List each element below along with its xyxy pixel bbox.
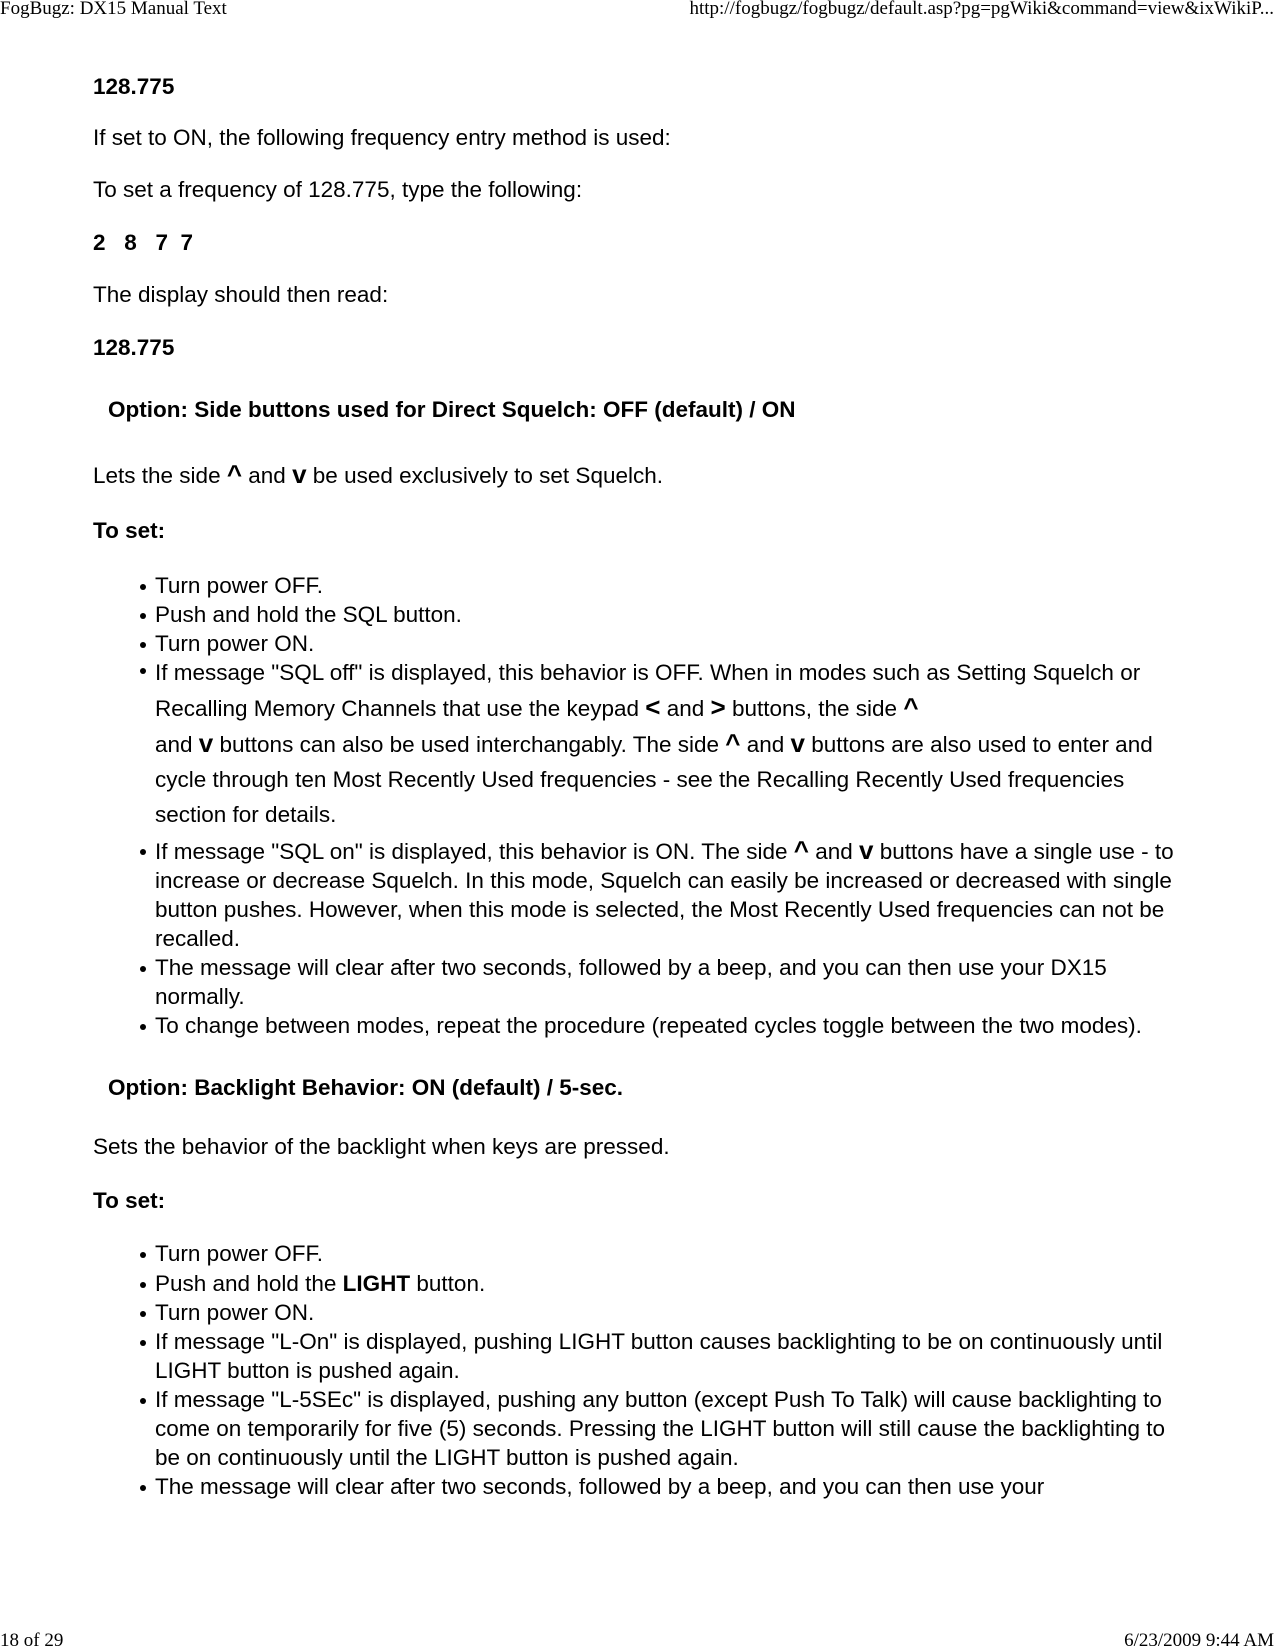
display-read-text: The display should then read: — [93, 282, 389, 307]
down-arrow-symbol: v — [292, 459, 307, 489]
list-item: If message "SQL on" is displayed, this behavior is ON. The side ^ and v buttons have a single use - to increase or decrease Squelch. In this mode, Squelch can easily be increased or decreased with single button pushes. However, when this mode is selected, the Most Recently Used frequencies can not be recalled. — [155, 836, 1183, 953]
backlight-to-set-label: To set: — [93, 1188, 166, 1213]
list-item: If message "L-On" is displayed, pushing LIGHT button causes backlighting to be on continuously until LIGHT button is pushed again. — [155, 1327, 1183, 1385]
squelch-option-heading: Option: Side buttons used for Direct Squelch: OFF (default) / ON — [108, 397, 796, 422]
backlight-description: Sets the behavior of the backlight when keys are pressed. — [93, 1134, 670, 1159]
list-item: If message "L-5SEc" is displayed, pushing any button (except Push To Talk) will cause backlighting to come on temporarily for five (5) seconds. Pressing the LIGHT button will still cause the backlighting to be on continuously until the LIGHT button is pushed again. — [155, 1385, 1183, 1472]
print-header-title: FogBugz: DX15 Manual Text — [0, 0, 227, 19]
squelch-to-set-label: To set: — [93, 518, 166, 543]
print-footer-page: 18 of 29 — [0, 1630, 64, 1651]
list-item: Turn power ON. — [155, 629, 1183, 658]
squelch-description: Lets the side ^ and v be used exclusively to set Squelch. — [93, 459, 663, 489]
list-item: The message will clear after two seconds, followed by a beep, and you can then use your DX15 normally. — [155, 953, 1183, 1011]
entry-method-text: If set to ON, the following frequency entry method is used: — [93, 125, 671, 150]
set-frequency-text: To set a frequency of 128.775, type the following: — [93, 177, 583, 202]
up-arrow-symbol: ^ — [226, 459, 243, 489]
backlight-option-heading: Option: Backlight Behavior: ON (default) / 5-sec. — [108, 1075, 624, 1100]
list-item: The message will clear after two seconds, followed by a beep, and you can then use your — [155, 1472, 1183, 1501]
list-item: Turn power ON. — [155, 1298, 1183, 1327]
print-header-url: http://fogbugz/fogbugz/default.asp?pg=pgWiki&command=view&ixWikiP... — [689, 0, 1274, 19]
list-item: Push and hold the LIGHT button. — [155, 1269, 1183, 1298]
list-item: If message "SQL off" is displayed, this behavior is OFF. When in modes such as Setting Squelch or Recalling Memory Channels that use the keypad < and > buttons, the side ^ and v buttons can also be used interchangably. The side ^ and v buttons are also used to enter and cycle through ten Most Recently Used frequencies - see the Recalling Recently Used frequencies section for details. — [155, 655, 1183, 832]
list-item: To change between modes, repeat the procedure (repeated cycles toggle between the two modes). — [155, 1011, 1183, 1040]
frequency-example: 128.775 — [93, 74, 175, 99]
squelch-steps-list — [93, 571, 1183, 1040]
list-item: Turn power OFF. — [155, 1239, 1183, 1268]
manual-content — [93, 72, 1183, 1501]
light-button-label: LIGHT — [342, 1271, 411, 1296]
keypad-sequence: 2 8 7 7 — [93, 230, 194, 255]
list-item: Push and hold the SQL button. — [155, 600, 1183, 629]
display-result: 128.775 — [93, 335, 175, 360]
backlight-steps-list — [93, 1239, 1183, 1501]
print-footer-datetime: 6/23/2009 9:44 AM — [1124, 1630, 1274, 1651]
list-item: Turn power OFF. — [155, 571, 1183, 600]
